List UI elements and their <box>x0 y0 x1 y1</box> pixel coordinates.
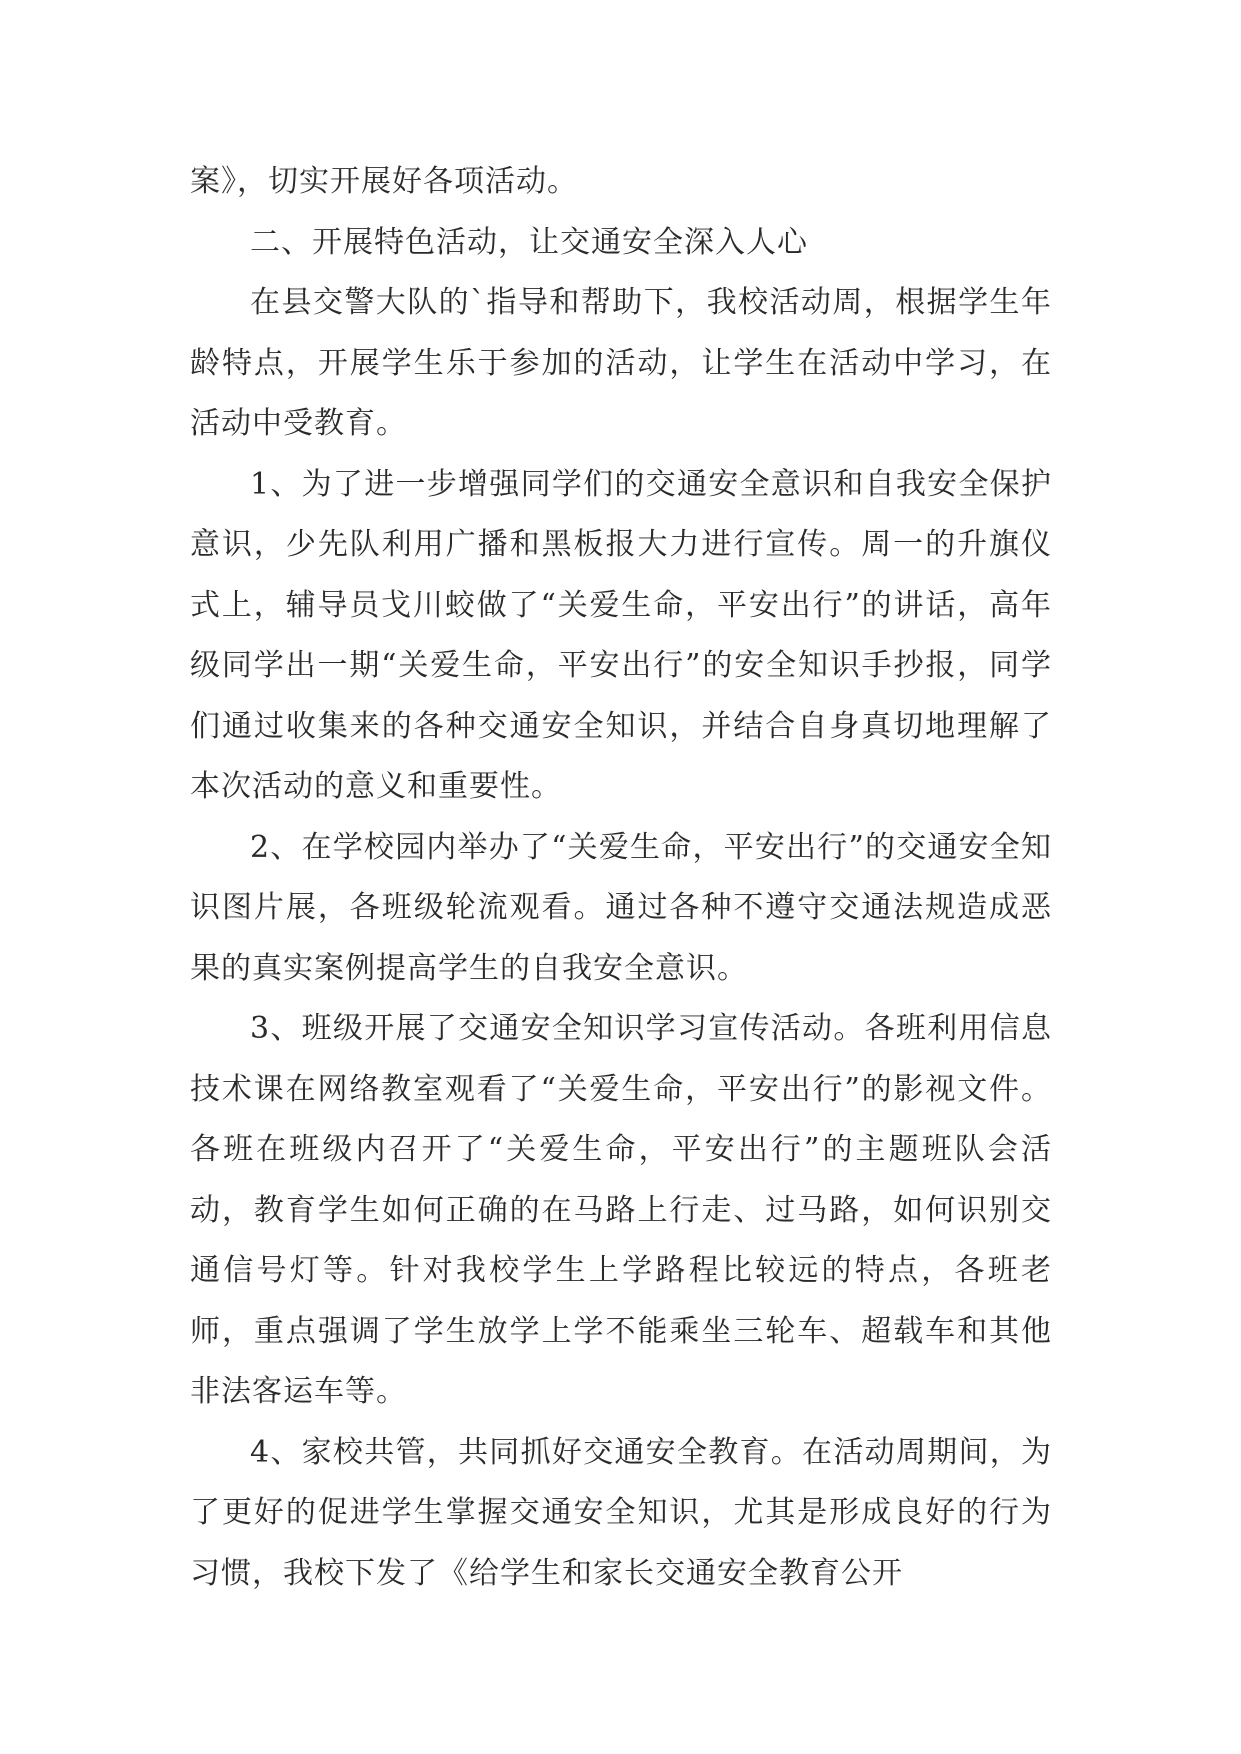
paragraph: 1、为了进一步增强同学们的交通安全意识和自我安全保护意识，少先队利用广播和黑板报大力进行宣传。周一的升旗仪式上，辅导员戈川蛟做了“关爱生命，平安出行”的讲话，高年级同学出一期“关爱生命，平安出行”的安全知识手抄报，同学们通过收集来的各种交通安全知识，并结合自身真切地理解了本次活动的意义和重要性。 <box>190 466 1052 804</box>
paragraph: 3、班级开展了交通安全知识学习宣传活动。各班利用信息技术课在网络教室观看了“关爱生命，平安出行”的影视文件。各班在班级内召开了“关爱生命，平安出行”的主题班队会活动，教育学生如何正确的在马路上行走、过马路，如何识别交通信号灯等。针对我校学生上学路程比较远的特点，各班老师，重点强调了学生放学上学不能乘坐三轮车、超载车和其他非法客运车等。 <box>190 1011 1052 1409</box>
paragraph: 案》，切实开展好各项活动。 <box>190 164 578 199</box>
paragraph: 2、在学校园内举办了“关爱生命，平安出行”的交通安全知识图片展，各班级轮流观看。通过各种不遵守交通法规造成恶果的真实案例提高学生的自我安全意识。 <box>190 829 1052 986</box>
paragraph: 4、家校共管，共同抓好交通安全教育。在活动周期间，为了更好的促进学生掌握交通安全知识，尤其是形成良好的行为习惯，我校下发了《给学生和家长交通安全教育公开 <box>190 1434 1052 1591</box>
paragraph: 在县交警大队的`指导和帮助下，我校活动周，根据学生年龄特点，开展学生乐于参加的活动，让学生在活动中学习，在活动中受教育。 <box>190 285 1052 441</box>
section-heading: 二、开展特色活动，让交通安全深入人心 <box>250 224 808 260</box>
document-body <box>190 152 1052 1604</box>
